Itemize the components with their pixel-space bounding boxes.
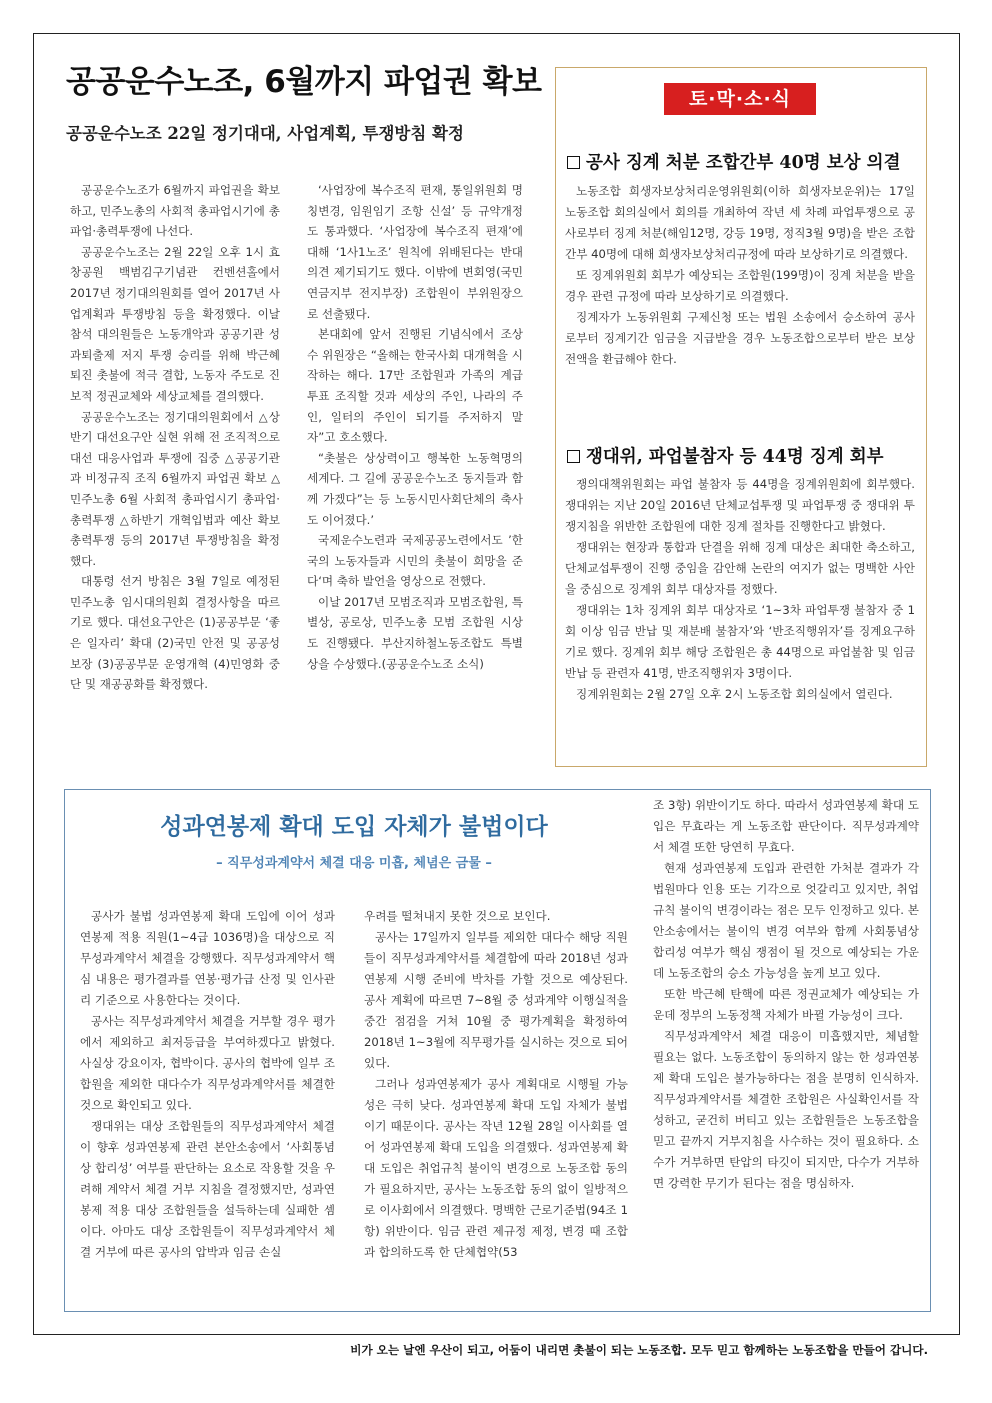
- paragraph: 국제운수노련과 국제공공노련에서도 ’한국의 노동자들과 시민의 촛불이 희망을 준다‘며 축하 발언을 영상으로 전했다.: [307, 533, 523, 589]
- paragraph: 공사는 직무성과계약서 체결을 거부할 경우 평가에서 제외하고 최저등급을 부여하겠다고 밝혔다. 사실상 강요이자, 협박이다. 공사의 협박에 일부 조합원을 제외한 대다수가 직무성과계약서를 체결한 것으로 확인되고 있다.: [80, 1014, 335, 1112]
- paragraph: 공사가 불법 성과연봉제 확대 도입에 이어 성과연봉제 적용 직원(1~4급 1036명)을 대상으로 직무성과계약서 체결을 강행했다. 직무성과계약서 핵심 내용은 평가결과를 연봉·평가급 산정 및 인사관리 기준으로 사용한다는 것이다.: [80, 909, 335, 1007]
- paragraph: ‘사업장에 복수조직 편재, 통일위원회 명칭변경, 임원임기 조항 신설’ 등 규약개정도 통과했다. ‘사업장에 복수조직 편재’에 대해 ‘1사1노조’ 원칙에 위배된다는 반대 의견 제기되기도 했다. 이밖에 변회영(국민연금지부 전지부장) 조합원이 부위원장으로 선출됐다.: [307, 183, 523, 321]
- paragraph: “촛불은 상상력이고 행복한 노동혁명의 세계다. 그 길에 공공운수노조 동지들과 함께 가겠다”는 등 노동시민사회단체의 축사도 이어졌다.’: [307, 450, 523, 527]
- checkbox-square-icon: [567, 156, 580, 169]
- bottom-article-column-3: [653, 795, 919, 1194]
- paragraph: 징계자가 노동위원회 구제신청 또는 법원 소송에서 승소하여 공사로부터 징계기간 임금을 지급받을 경우 노동조합으로부터 받은 보상 전액을 환급해야 한다.: [565, 310, 915, 366]
- paragraph: 본대회에 앞서 진행된 기념식에서 조상수 위원장은 “올해는 한국사회 대개혁을 시작하는 해다. 17만 조합원과 가족의 계급투표 조직할 것과 세상의 주인, 나라의 주인, 일터의 주인이 되기를 주저하지 말자”고 호소했다.: [307, 327, 523, 445]
- footer-slogan: 비가 오는 날엔 우산이 되고, 어둠이 내리면 촛불이 되는 노동조합. 모두 믿고 함께하는 노동조합을 만들어 갑니다.: [350, 1343, 928, 1357]
- paragraph: 쟁의대책위원회는 파업 불참자 등 44명을 징계위원회에 회부했다. 쟁대위는 지난 20일 2016년 단체교섭투쟁 및 파업투쟁 중 쟁대위 투쟁지침을 위반한 조합원에 대한 징계 절차를 진행한다고 밝혔다.: [565, 477, 915, 533]
- checkbox-square-icon: [567, 450, 580, 463]
- brief-body-2: [565, 474, 915, 705]
- paragraph: 조 3항) 위반이기도 하다. 따라서 성과연봉제 확대 도입은 무효라는 게 노동조합 판단이다. 직무성과계약서 체결 또한 당연히 무효다.: [653, 798, 919, 854]
- headline: 공공운수노조, 6월까지 파업권 확보: [66, 64, 542, 100]
- bottom-article-title: 성과연봉제 확대 도입 자체가 불법이다: [160, 813, 548, 840]
- paragraph: 우려를 떨쳐내지 못한 것으로 보인다.: [364, 909, 551, 923]
- paragraph: 그러나 성과연봉제가 공사 계획대로 시행될 가능성은 극히 낮다. 성과연봉제 확대 도입 자체가 불법이기 때문이다. 공사는 작년 12월 28일 이사회를 열어 성과연봉제 확대 도입을 의결했다. 성과연봉제 확대 도입은 취업규칙 불이익 변경으로 노동조합 동의가 필요하지만, 공사는 노동조합 동의 없이 일방적으로 이사회에서 의결했다. 명백한 근로기준법(94조 1항) 위반이다. 임금 관련 제규정 제정, 변경 때 조합과 합의하도록 한 단체협약(53: [364, 1077, 628, 1259]
- paragraph: 직무성과계약서 체결 대응이 미흡했지만, 체념할 필요는 없다. 노동조합이 동의하지 않는 한 성과연봉제 확대 도입은 불가능하다는 점을 분명히 인식하자. 직무성과계약서를 체결한 조합원은 사실확인서를 작성하고, 굳건히 버티고 있는 조합원들은 노동조합을 믿고 끝까지 거부지침을 사수하는 것이 필요하다. 소수가 거부하면 탄압의 타깃이 되지만, 다수가 거부하면 강력한 무기가 된다는 점을 명심하자.: [653, 1029, 919, 1190]
- paragraph: 또 징계위원회 회부가 예상되는 조합원(199명)이 징계 처분을 받을 경우 관련 규정에 따라 보상하기로 의결했다.: [565, 268, 915, 303]
- paragraph: 공공운수노조가 6월까지 파업권을 확보하고, 민주노총의 사회적 총파업시기에 총파업·총력투쟁에 나선다.: [70, 183, 280, 239]
- main-article-column-2: [307, 180, 523, 674]
- news-brief-badge: 토·막·소·식: [664, 83, 816, 115]
- paragraph: 징계위원회는 2월 27일 오후 2시 노동조합 회의실에서 열린다.: [576, 687, 893, 701]
- paragraph: 공공운수노조는 2월 22일 오후 1시 효창공원 백범김구기념관 컨벤션홀에서 2017년 정기대의원회를 열어 2017년 사업계획과 투쟁방침 등을 확정했다. 이날 참석 대의원들은 노동개악과 공공기관 성과퇴출제 저지 투쟁 승리를 위해 박근혜 퇴진 촛불에 적극 결합, 노동자 주도로 진보적 정권교체와 세상교체를 결의했다.: [70, 244, 280, 403]
- bottom-article-column-1: [80, 906, 335, 1263]
- brief-title-text: 공사 징계 처분 조합간부 40명 보상 의결: [586, 153, 901, 173]
- paragraph: 쟁대위는 대상 조합원들의 직무성과계약서 체결이 향후 성과연봉제 관련 본안소송에서 ‘사회통념상 합리성’ 여부를 판단하는 요소로 작용할 것을 우려해 계약서 체결 거부 지침을 결정했지만, 성과연봉제 적용 대상 조합원들을 설득하는데 실패한 셈이다. 아마도 대상 조합원들이 직무성과계약서 체결 거부에 따른 공사의 압박과 임금 손실: [80, 1119, 335, 1259]
- paragraph: 또한 박근혜 탄핵에 따른 정권교체가 예상되는 가운데 정부의 노동정책 자체가 바뀔 가능성이 크다.: [653, 987, 919, 1022]
- paragraph: 공공운수노조는 정기대의원회에서 △상반기 대선요구안 실현 위해 전 조직적으로 대선 대응사업과 투쟁에 집중 △공공기관과 비정규직 조직 6월까지 파업권 확보 △민주노총 6월 사회적 총파업시기 총파업·총력투쟁 △하반기 개혁입법과 예산 확보 총력투쟁 등의 2017년 투쟁방침을 확정했다.: [70, 409, 280, 568]
- paragraph: 이날 2017년 모범조직과 모범조합원, 특별상, 공로상, 민주노총 모범 조합원 시상도 진행됐다. 부산지하철노동조합도 특별상을 수상했다.(공공운수노조 소식): [307, 594, 523, 671]
- brief-title-2: [567, 443, 884, 468]
- paragraph: 공사는 17일까지 일부를 제외한 대다수 해당 직원들이 직무성과계약서를 체결함에 따라 2018년 성과연봉제 시행 준비에 박차를 가할 것으로 예상된다. 공사 계획에 따르면 7~8월 중 성과계약 이행실적을 중간 점검을 거쳐 10월 중 평가계획을 확정하여 2018년 1~3월에 직무평가를 실시하는 것으로 되어 있다.: [364, 930, 628, 1070]
- paragraph: 대통령 선거 방침은 3월 7일로 예정된 민주노총 임시대의원회 결정사항을 따르기로 했다. 대선요구안은 (1)공공부문 ‘좋은 일자리’ 확대 (2)국민 안전 및 공공성 보장 (3)공공부문 운영개혁 (4)민영화 중단 및 재공공화를 확정했다.: [70, 574, 280, 692]
- paragraph: 노동조합 희생자보상처리운영위원회(이하 희생자보운위)는 17일 노동조합 회의실에서 회의를 개최하여 작년 세 차례 파업투쟁으로 공사로부터 징계 처분(해임12명, 강등 19명, 정직3월 9명)을 받은 조합간부 40명에 대해 희생자보상처리규정에 따라 보상하기로 의결했다.: [565, 184, 915, 261]
- paragraph: 쟁대위는 현장과 통합과 단결을 위해 징계 대상은 최대한 축소하고, 단체교섭투쟁이 진행 중임을 감안해 논란의 여지가 없는 명백한 사안을 중심으로 징계위 회부 대상자를 정했다.: [565, 540, 915, 596]
- subheadline: 공공운수노조 22일 정기대대, 사업계획, 투쟁방침 확정: [66, 124, 464, 143]
- brief-title-1: [567, 149, 900, 174]
- bottom-article-subtitle: – 직무성과계약서 체결 대응 미흡, 체념은 금물 –: [216, 856, 492, 871]
- main-article-column-1: [70, 180, 280, 695]
- brief-title-text: 쟁대위, 파업불참자 등 44명 징계 회부: [586, 447, 884, 467]
- brief-body-1: [565, 181, 915, 370]
- bottom-article-column-2: [364, 906, 628, 1263]
- paragraph: 현재 성과연봉제 도입과 관련한 가처분 결과가 각 법원마다 인용 또는 기각으로 엇갈리고 있지만, 취업규칙 불이익 변경이라는 점은 모두 인정하고 있다. 본안소송에서는 불이익 변경 여부와 함께 사회통념상 합리성 여부가 핵심 쟁점이 될 것으로 예상되는 가운데 노동조합의 승소 가능성을 높게 보고 있다.: [653, 861, 919, 980]
- paragraph: 쟁대위는 1차 징계위 회부 대상자로 ‘1~3차 파업투쟁 불참자 중 1회 이상 임금 반납 및 재분배 불참자’와 ‘반조직행위자’를 징계요구하기로 했다. 징계위 회부 해당 조합원은 총 44명으로 파업불참 및 임금 반납 등 관련자 41명, 반조직행위자 3명이다.: [565, 603, 915, 680]
